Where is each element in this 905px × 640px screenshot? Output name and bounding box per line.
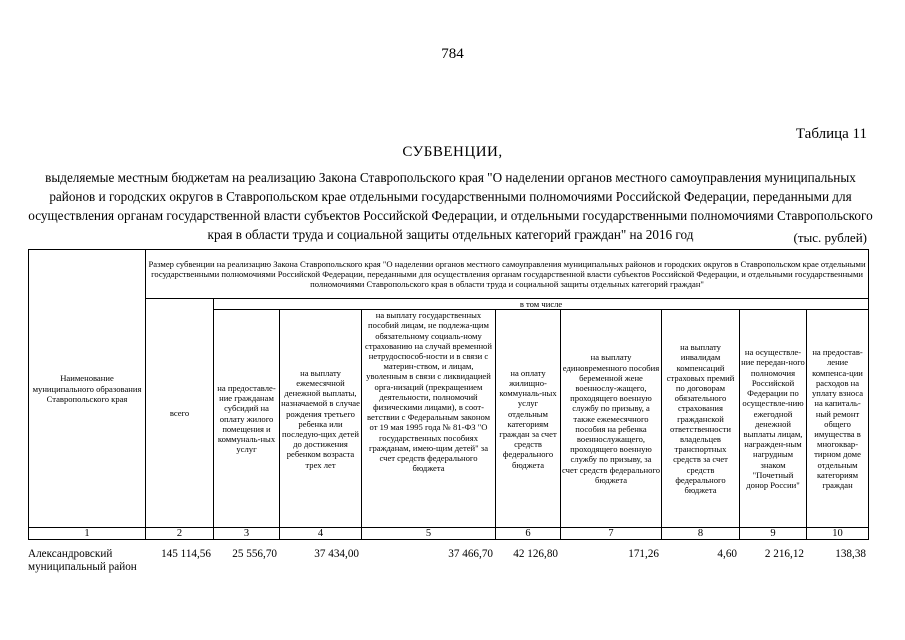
column-number: 7 xyxy=(561,528,662,540)
value-col-8: 4,60 xyxy=(717,548,737,560)
value-col-10: 138,38 xyxy=(835,548,866,560)
value-col-4: 37 434,00 xyxy=(314,548,359,560)
table-label: Таблица 11 xyxy=(795,126,867,142)
municipality-name: Александровский муниципальный район xyxy=(28,548,137,573)
total-column-header: всего xyxy=(146,299,214,528)
column-header-10: на предостав-ление компенса-ции расходов на уплату взноса на капиталь-ный ремонт общего имущества в многоквар-тирном доме отдельным категориям граждан xyxy=(807,310,869,528)
value-col-6: 42 126,80 xyxy=(513,548,558,560)
including-header: в том числе xyxy=(214,299,869,310)
column-number: 8 xyxy=(662,528,740,540)
column-number: 5 xyxy=(362,528,496,540)
value-col-3: 25 556,70 xyxy=(232,548,277,560)
document-title: СУБВЕНЦИИ, xyxy=(402,144,503,160)
subsidy-table-header xyxy=(28,249,869,540)
units-label: (тыс. рублей) xyxy=(793,230,867,245)
column-header-9: на осуществле-ние передан-ного полномочия Российской Федерации по осуществле-нию ежегодной денежной выплаты лицам, награжден-ным нагрудным знаком "Почетный донор России" xyxy=(740,310,807,528)
column-number: 9 xyxy=(740,528,807,540)
document-subtitle: выделяемые местным бюджетам на реализацию Закона Ставропольского края "О наделении органов местного самоуправления муниципальных районов и городских округов в Ставропольском крае отдельными государственными полномочиями Российской Федерации, переданными для осуществления органам государственной власти субъектов Российской Федерации, и отдельными государственными полномочиями Ставропольского края в области труда и социальной защиты отдельных категорий граждан" на 2016 год xyxy=(28,170,873,242)
value-col-5: 37 466,70 xyxy=(448,548,493,560)
column-header-6: на оплату жилищно-коммуналь-ных услуг отдельным категориям граждан за счет средств федерального бюджета xyxy=(496,310,561,528)
column-header-4: на выплату ежемесячной денежной выплаты, назначаемой в случае рождения третьего ребенка или последую-щих детей до достижения ребенком возраста трех лет xyxy=(280,310,362,528)
column-header-5: на выплату государственных пособий лицам, не подлежа-щим обязательному социаль-ному страхованию на случай временной нетрудоспособ-ности и в связи с материн-ством, и лицам, уволенным в связи с ликвидацией орга-низаций (прекращением деятельности, полномочий физическими лицами), в соот-ветствии с Федеральным законом от 19 мая 1995 года № 81-ФЗ "О государственных пособиях гражданам, имею-щим детей" за счет средств федерального бюджета xyxy=(362,310,496,528)
page-number: 784 xyxy=(441,46,464,62)
value-total: 145 114,56 xyxy=(161,548,211,560)
column-number: 6 xyxy=(496,528,561,540)
name-column-header: Наименование муниципального образования Ставропольского края xyxy=(29,250,146,528)
value-col-9: 2 216,12 xyxy=(764,548,804,560)
column-header-7: на выплату единовременного пособия беременной жене военнослу-жащего, проходящего военную службу по призыву, а также ежемесячного пособия на ребенка военнослужащего, проходящего военную службу по призыву, за счет средств федерального бюджета xyxy=(561,310,662,528)
subsidy-size-header: Размер субвенции на реализацию Закона Ставропольского края "О наделении органов местного самоуправления муниципальных районов и городских округов в Ставропольском крае отдельными государственными полномочиями Российской Федерации, переданными для осуществления органам государственной власти субъектов Российской Федерации, и отдельными государственными полномочиями Ставропольского края в области труда и социальной защиты отдельных категорий граждан" xyxy=(146,250,869,299)
value-col-7: 171,26 xyxy=(628,548,659,560)
column-number: 1 xyxy=(29,528,146,540)
column-header-8: на выплату инвалидам компенсаций страховых премий по договорам обязательного страхования гражданской ответственности владельцев транспортных средств за счет средств федерального бюджета xyxy=(662,310,740,528)
column-number: 4 xyxy=(280,528,362,540)
column-number: 3 xyxy=(214,528,280,540)
column-header-3: на предоставле-ние гражданам субсидий на оплату жилого помещения и коммуналь-ных услуг xyxy=(214,310,280,528)
column-number: 10 xyxy=(807,528,869,540)
subsidy-table-body xyxy=(28,548,868,574)
column-number: 2 xyxy=(146,528,214,540)
table-row xyxy=(28,548,868,574)
